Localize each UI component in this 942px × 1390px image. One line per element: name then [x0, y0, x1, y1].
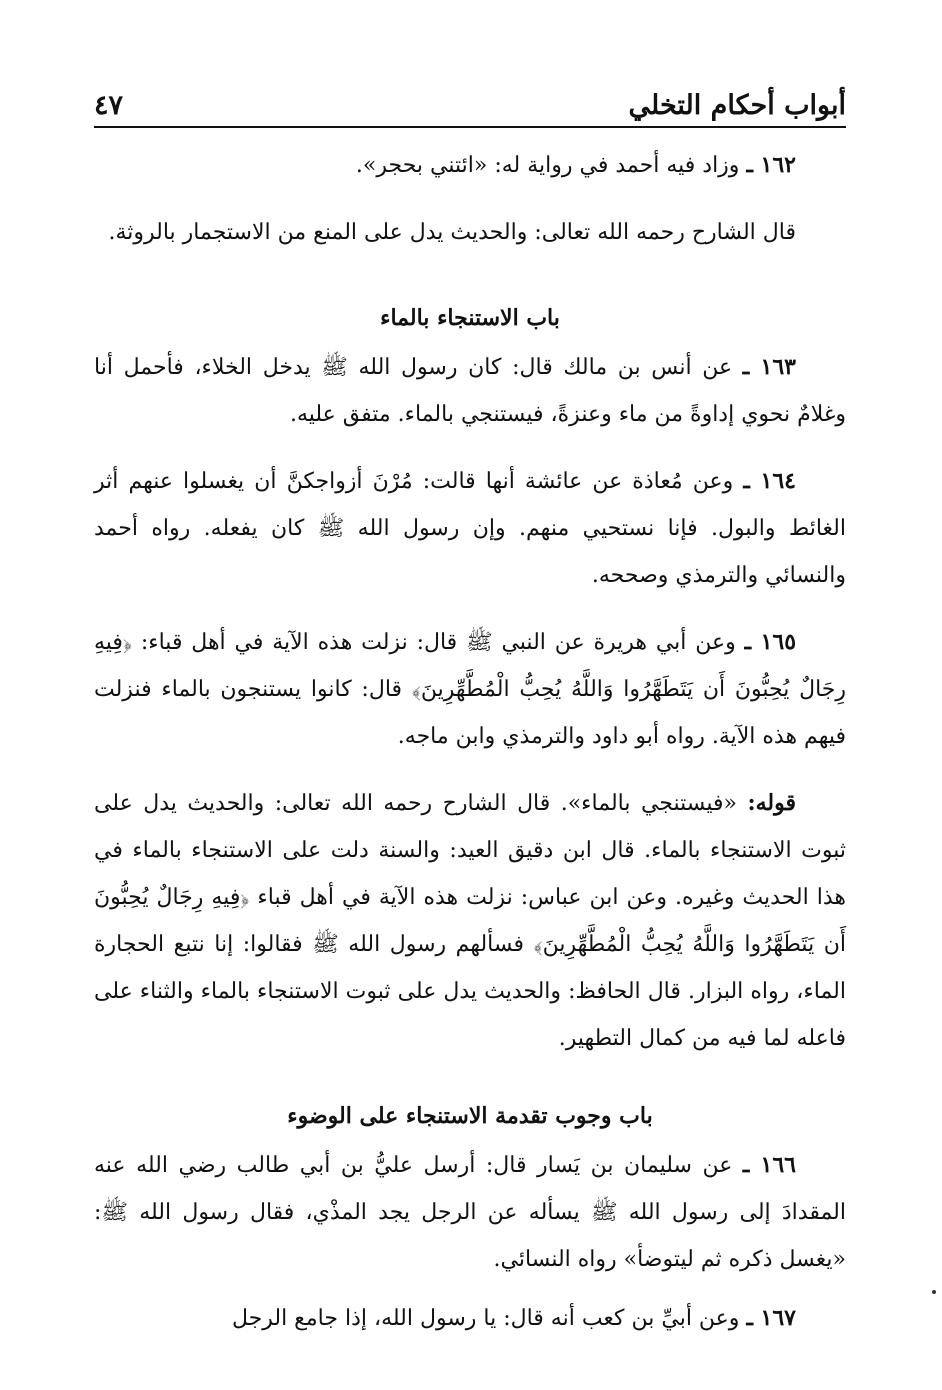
commentary-text: قال الشارح رحمه الله تعالى: والحديث يدل على المنع من الاستجمار بالروثة. [108, 220, 796, 245]
hadith-165 [94, 619, 846, 760]
running-header [94, 78, 846, 128]
hadith-number: ١٦٥ ـ [744, 629, 797, 655]
hadith-number: ١٦٤ ـ [743, 468, 796, 494]
chapter-heading: باب وجوب تقدمة الاستنجاء على الوضوء [287, 1103, 653, 1129]
hadith-text: وعن أبي هريرة عن النبي ﷺ قال: نزلت هذه الآية في أهل قباء: ﴿فِيهِ رِجَالٌ يُحِبُّونَ أَن يَتَطَهَّرُوا وَاللَّهُ يُحِبُّ الْمُطَّهِّرِينَ﴾ قال: كانوا يستنجون بالماء فنزلت فيهم هذه الآية. رواه أبو داود والترمذي وابن ماجه. [94, 630, 846, 749]
commentary-text: «فيستنجي بالماء». قال الشارح رحمه الله تعالى: والحديث يدل على ثبوت الاستنجاء بالماء. قال ابن دقيق العيد: والسنة دلت على الاستنجاء بالماء في هذا الحديث وغيره. وعن ابن عباس: نزلت هذه الآية في أهل قباء ﴿فِيهِ رِجَالٌ يُحِبُّونَ أَن يَتَطَهَّرُوا وَاللَّهُ يُحِبُّ الْمُطَّهِّرِينَ﴾ فسألهم رسول الله ﷺ فقالوا: إنا نتبع الحجارة الماء، رواه البزار. قال الحافظ: والحديث يدل على ثبوت الاستنجاء بالماء والثناء على فاعله لما فيه من كمال التطهير. [94, 791, 846, 1051]
commentary-lead: قوله: [747, 790, 796, 816]
hadith-163 [94, 344, 846, 438]
hadith-text: عن سليمان بن يَسار قال: أرسل عليُّ بن أبي طالب رضي الله عنه المقدادَ إلى رسول الله ﷺ يسأله عن الرجل يجد المذْي، فقال رسول الله ﷺ: «يغسل ذكره ثم ليتوضأ» رواه النسائي. [94, 1153, 846, 1272]
page-number: ٤٧ [94, 90, 124, 121]
hadith-number: ١٦٣ ـ [742, 354, 796, 380]
chapter-heading: باب الاستنجاء بالماء [380, 305, 560, 331]
page [94, 78, 846, 1342]
hadith-167 [94, 1295, 846, 1342]
hadith-number: ١٦٦ ـ [742, 1152, 796, 1178]
commentary-paragraph [94, 780, 846, 1062]
hadith-164 [94, 458, 846, 599]
hadith-162 [94, 142, 846, 189]
hadith-number: ١٦٧ ـ [746, 1305, 796, 1331]
hadith-166 [94, 1142, 846, 1283]
commentary-paragraph [94, 209, 846, 256]
hadith-text: وعن مُعاذة عن عائشة أنها قالت: مُرْنَ أزواجكنَّ أن يغسلوا عنهم أثر الغائط والبول. فإنا نستحيي منهم. وإن رسول الله ﷺ كان يفعله. رواه أحمد والنسائي والترمذي وصححه. [94, 469, 846, 588]
hadith-text: عن أنس بن مالك قال: كان رسول الله ﷺ يدخل الخلاء، فأحمل أنا وغلامٌ نحوي إداوةً من ماء وعنزةً، فيستنجي بالماء. متفق عليه. [94, 355, 846, 427]
header-title: أبواب أحكام التخلي [628, 90, 846, 121]
hadith-number: ١٦٢ ـ [746, 152, 796, 178]
hadith-text: وعن أبيِّ بن كعب أنه قال: يا رسول الله، إذا جامع الرجل [231, 1306, 740, 1331]
scan-speck [932, 1290, 936, 1294]
hadith-text: وزاد فيه أحمد في رواية له: «ائتني بحجر». [355, 153, 740, 178]
